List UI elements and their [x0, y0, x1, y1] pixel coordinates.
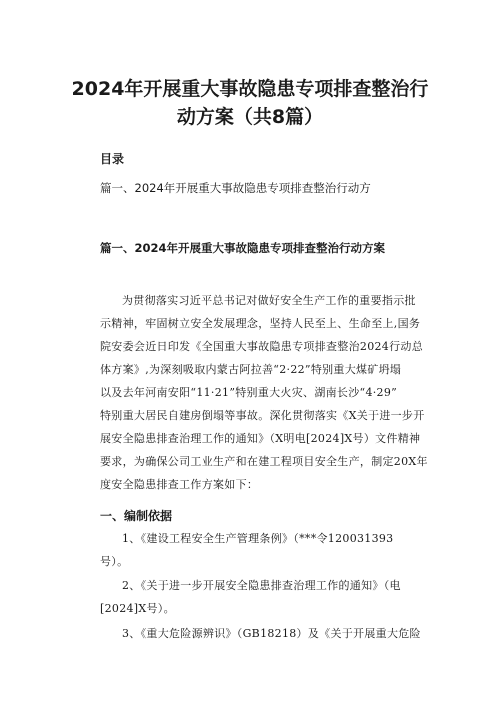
document-title-line-2: 动方案（共8篇） — [176, 106, 324, 128]
paragraph-line: 为贯彻落实习近平总书记对做好安全生产工作的重要指示批 — [122, 294, 416, 307]
paragraph-line: 度安全隐患排查工作方案如下： — [100, 478, 259, 491]
section-1-heading: 一、编制依据 — [100, 509, 173, 523]
paragraph-line: 展安全隐患排查治理工作的通知》（X明电[2024]X号）文件精神 — [100, 432, 421, 445]
paragraph-line: 体方案》,为深刻吸取内蒙古阿拉善“2·22”特别重大煤矿坍塌 — [100, 363, 402, 376]
basis-item-line: 3、《重大危险源辨识》（GB18218）及《关于开展重大危险 — [122, 627, 421, 640]
basis-item-line: 号）。 — [100, 555, 129, 568]
paragraph-line: 院安委会近日印发《全国重大事故隐患专项排查整治2024行动总 — [100, 340, 423, 353]
basis-item-line: 1、《建设工程安全生产管理条例》（***令120031393 — [122, 532, 394, 545]
basis-item-line: 2、《关于进一步开展安全隐患排查治理工作的通知》（电 — [122, 579, 401, 592]
section-title: 篇一、2024年开展重大事故隐患专项排查整治行动方案 — [100, 241, 386, 255]
toc-item[interactable]: 篇一、2024年开展重大事故隐患专项排查整治行动方 — [100, 181, 371, 195]
paragraph-line: 要求，为确保公司工业生产和在建工程项目安全生产，制定20X年 — [100, 455, 428, 468]
paragraph-line: 以及去年河南安阳“11·21”特别重大火灾、湖南长沙“4·29” — [100, 386, 398, 399]
paragraph-line: 示精神，牢固树立安全发展理念，坚持人民至上、生命至上,国务 — [100, 317, 421, 330]
document-title-line-1: 2024年开展重大事故隐患专项排查整治行 — [71, 78, 429, 100]
toc-heading: 目录 — [100, 152, 125, 166]
basis-item-line: [2024]X号）。 — [100, 602, 175, 615]
paragraph-line: 特别重大居民自建房倒塌等事故。深化贯彻落实《X关于进一步开 — [100, 409, 425, 422]
